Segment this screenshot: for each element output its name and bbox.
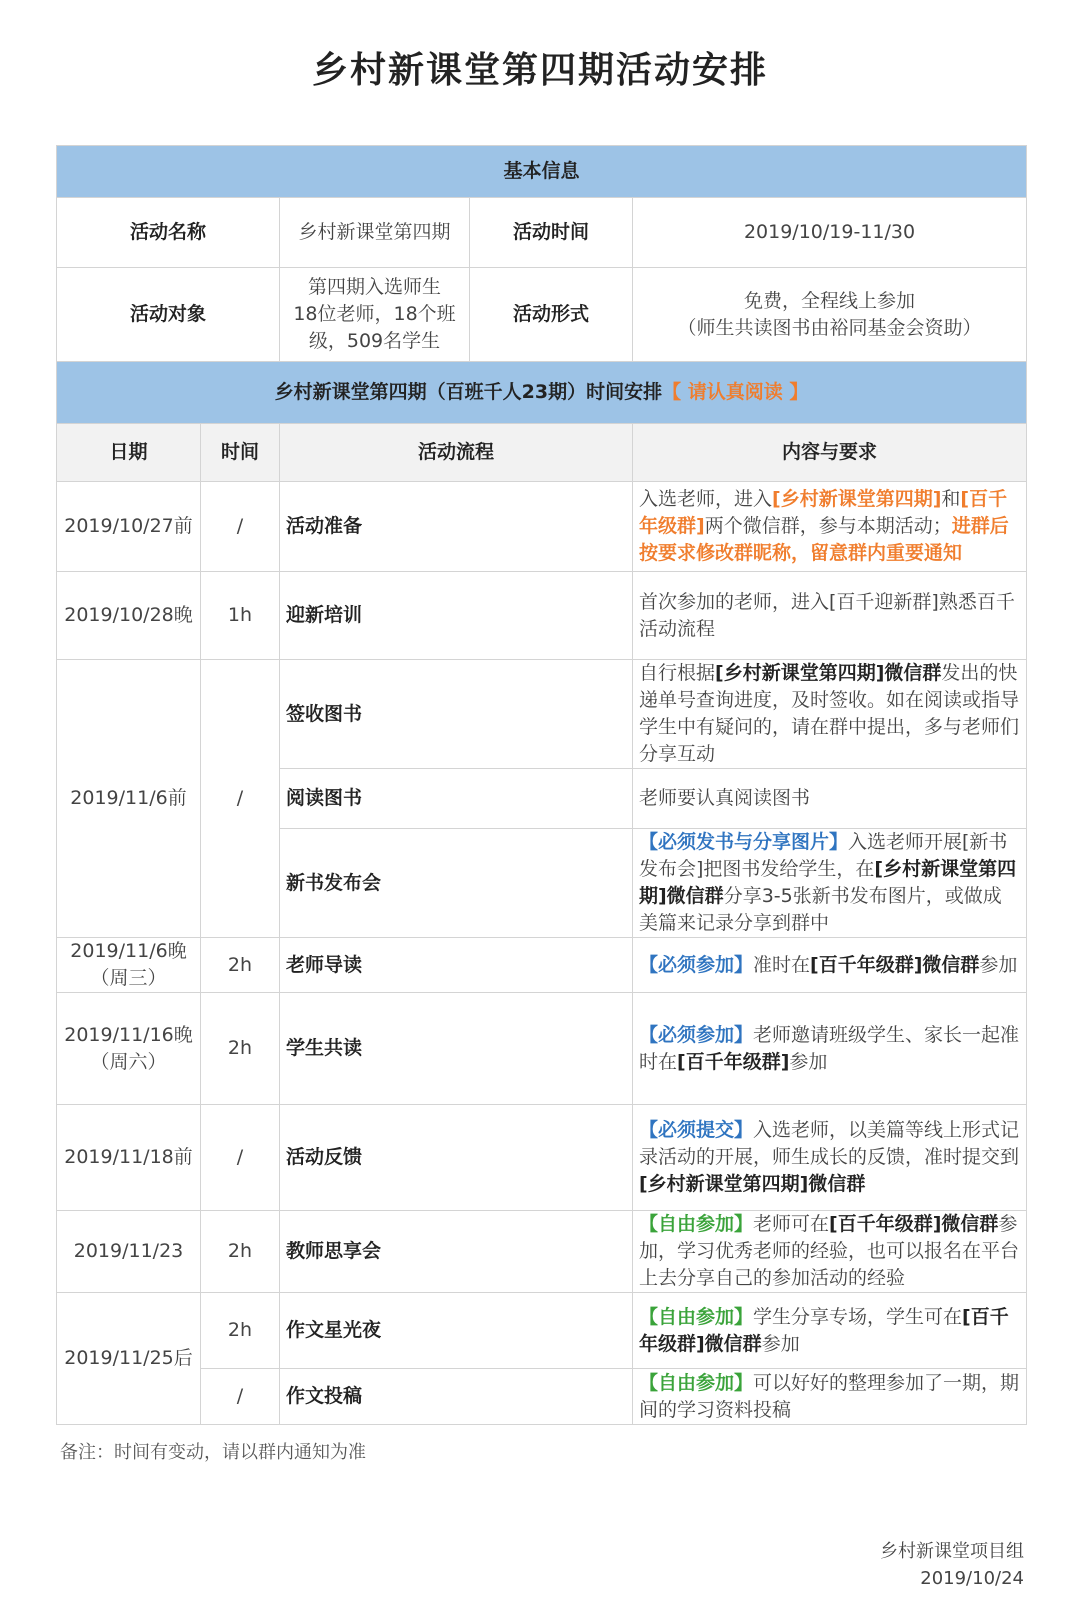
content-part: [百千年级群]: [677, 1050, 790, 1073]
row-time: 2h: [201, 938, 280, 993]
signature: [880, 1538, 1024, 1592]
activity-form-label: 活动形式: [470, 268, 633, 362]
row-date: 2019/11/23: [57, 1211, 201, 1293]
activity-form-value: [633, 268, 1027, 362]
page-title: 乡村新课堂第四期活动安排: [311, 50, 768, 91]
signature-org: 乡村新课堂项目组: [880, 1541, 1024, 1562]
row-date: [57, 938, 201, 993]
content-part: 参加: [979, 953, 1018, 976]
table-row: [57, 1211, 1027, 1293]
content-part: 参加: [789, 1050, 828, 1073]
content-part: 可以好好的整理参加了一期，期间的学习资料投稿: [639, 1371, 1020, 1421]
row-flow: 签收图书: [280, 660, 633, 769]
content-part: 【自由参加】: [639, 1213, 754, 1235]
row-time: 2h: [201, 993, 280, 1105]
content-part: 【自由参加】: [639, 1371, 754, 1394]
target-line-2: 18位老师，18个班级，509名学生: [293, 303, 456, 352]
content-part: 准时在: [753, 953, 811, 976]
table-row: [57, 1369, 1027, 1425]
row-flow: 活动反馈: [280, 1105, 633, 1211]
activity-time-value: 2019/10/19-11/30: [633, 198, 1027, 268]
row-time: /: [201, 1369, 280, 1425]
row-flow: 阅读图书: [280, 769, 633, 829]
row-time: 2h: [201, 1211, 280, 1293]
table-row: [57, 993, 1027, 1105]
basic-row-target: [57, 268, 1027, 362]
content-part: 参加，学习优秀老师的经验，也可以报名在平台上去分享自己的参加活动的经验: [639, 1213, 1020, 1289]
content-part: 【必须参加】: [639, 953, 754, 976]
row-content: [633, 993, 1027, 1105]
schedule-table: [56, 145, 1027, 1425]
row-flow: 学生共读: [280, 993, 633, 1105]
content-part: 两个微信群，参与本期活动；: [704, 515, 952, 537]
content-part: [乡村新课堂第四期]: [772, 488, 942, 510]
target-line-1: 第四期入选师生: [307, 276, 441, 298]
content-part: [百千年级群]微信群: [639, 1305, 1009, 1355]
content-part: 老师邀请班级学生、家长一起准时在: [639, 1023, 1020, 1073]
header-date: 日期: [57, 424, 201, 482]
row-content: [633, 1293, 1027, 1369]
row-content: [633, 1105, 1027, 1211]
header-time: 时间: [201, 424, 280, 482]
basic-row-name: [57, 198, 1027, 268]
basic-info-band: 基本信息: [57, 146, 1027, 198]
content-part: 入选老师，进入: [639, 488, 773, 510]
schedule-band-highlight: 【 请认真阅读 】: [662, 381, 809, 403]
schedule-band: [57, 362, 1027, 424]
content-part: 【必须参加】: [639, 1023, 754, 1046]
row-flow: 活动准备: [280, 482, 633, 572]
row-date: 2019/10/28晚: [57, 572, 201, 660]
content-part: 分享3-5张新书发布图片，或做成美篇来记录分享到群中: [639, 885, 1002, 934]
row-flow: 迎新培训: [280, 572, 633, 660]
table-row: [57, 660, 1027, 769]
row-date: 2019/11/6前: [57, 660, 201, 938]
content-part: [乡村新课堂第四期]微信群: [639, 858, 1017, 907]
row-content: [633, 769, 1027, 829]
activity-name-label: 活动名称: [57, 198, 280, 268]
basic-info-band-row: [57, 146, 1027, 198]
row-time: /: [201, 660, 280, 938]
row-flow: 新书发布会: [280, 829, 633, 938]
header-flow: 活动流程: [280, 424, 633, 482]
row-content: [633, 572, 1027, 660]
content-part: 【自由参加】: [639, 1305, 754, 1328]
row-date-line: 2019/11/6晚: [70, 940, 187, 962]
signature-date: 2019/10/24: [920, 1568, 1024, 1589]
row-date: 2019/11/25后: [57, 1293, 201, 1425]
row-date-weekday: （周三）: [90, 967, 167, 989]
row-time: 1h: [201, 572, 280, 660]
row-date-line: 2019/11/16晚: [64, 1023, 193, 1046]
row-time: /: [201, 482, 280, 572]
row-content: [633, 660, 1027, 769]
row-content: [633, 1211, 1027, 1293]
activity-time-label: 活动时间: [470, 198, 633, 268]
content-part: [百千年级群]: [639, 488, 1008, 537]
content-part: 学生分享专场，学生可在: [753, 1305, 963, 1328]
row-flow: 教师思享会: [280, 1211, 633, 1293]
table-row: [57, 482, 1027, 572]
content-part: 参加: [761, 1332, 800, 1355]
schedule-header-row: [57, 424, 1027, 482]
row-flow: 老师导读: [280, 938, 633, 993]
schedule-band-text: 乡村新课堂第四期（百班千人23期）时间安排: [274, 381, 663, 403]
content-part: [百千年级群]微信群: [810, 953, 980, 976]
content-part: [乡村新课堂第四期]微信群: [715, 662, 942, 684]
activity-target-label: 活动对象: [57, 268, 280, 362]
content-part: 入选老师开展[新书发布会]把图书发给学生，在: [639, 831, 1008, 880]
table-row: [57, 1105, 1027, 1211]
content-part: 进群后按要求修改群昵称，留意群内重要通知: [639, 515, 1009, 564]
row-date-weekday: （周六）: [90, 1050, 167, 1073]
table-row: [57, 938, 1027, 993]
row-date: 2019/10/27前: [57, 482, 201, 572]
row-date: [57, 993, 201, 1105]
activity-target-value: [280, 268, 470, 362]
footnote: 备注：时间有变动，请以群内通知为准: [60, 1442, 366, 1463]
content-part: 首次参加的老师，进入[百千迎新群]熟悉百千活动流程: [639, 590, 1015, 640]
content-part: 老师要认真阅读图书: [639, 787, 811, 809]
content-part: 【必须提交】: [639, 1119, 754, 1141]
row-flow: 作文星光夜: [280, 1293, 633, 1369]
form-line-2: （师生共读图书由裕同基金会资助）: [677, 316, 982, 339]
content-part: 入选老师，以美篇等线上形式记录活动的开展，师生成长的反馈，准时提交到: [639, 1119, 1020, 1168]
row-flow: 作文投稿: [280, 1369, 633, 1425]
schedule-band-row: [57, 362, 1027, 424]
content-part: [百千年级群]微信群: [829, 1213, 999, 1235]
table-row: [57, 572, 1027, 660]
activity-name-value: 乡村新课堂第四期: [280, 198, 470, 268]
table-row: [57, 1293, 1027, 1369]
content-part: 和: [941, 488, 961, 510]
content-part: [乡村新课堂第四期]微信群: [639, 1173, 866, 1195]
form-line-1: 免费，全程线上参加: [744, 289, 916, 312]
row-content: [633, 938, 1027, 993]
row-time: /: [201, 1105, 280, 1211]
row-time: 2h: [201, 1293, 280, 1369]
content-part: 【必须发书与分享图片】: [639, 831, 849, 853]
content-part: 发出的快递单号查询进度，及时签收。如在阅读或指导学生中有疑问的，请在群中提出，多与老师们分享互动: [639, 662, 1020, 765]
row-content: [633, 482, 1027, 572]
header-content: 内容与要求: [633, 424, 1027, 482]
row-date: 2019/11/18前: [57, 1105, 201, 1211]
content-part: 自行根据: [639, 662, 716, 684]
row-content: [633, 1369, 1027, 1425]
row-content: [633, 829, 1027, 938]
content-part: 老师可在: [753, 1213, 830, 1235]
